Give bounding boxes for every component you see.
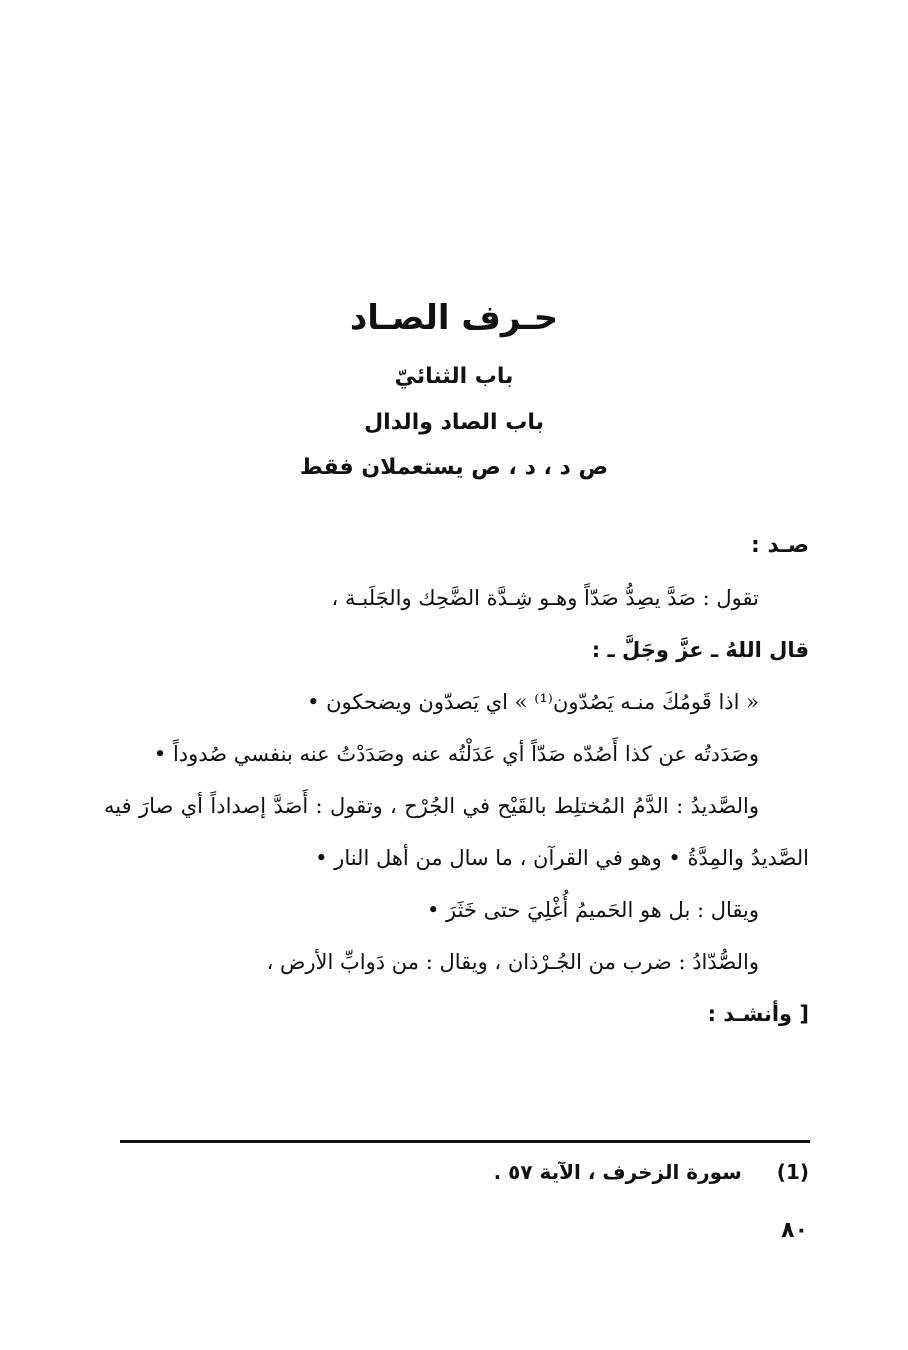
paragraph-6: والصُّدّادُ : ضرب من الجُـرْذان ، ويقال : من دَوابِّ الأرض ، [266,950,759,974]
chapter-title: حـرف الصـاد [349,298,559,338]
page-number: ٨٠ [781,1218,808,1243]
entry-body [104,520,809,1040]
paragraph-1 [104,572,809,676]
paragraph-3: وصَدَدتُه عن كذا أَصُدّه صَدّاً أي عَدَلْتُه عنه وصَدَدْتُ عنه بنفسي صُدوداً • [153,742,759,766]
paragraph-1-quote-intro: قال اللهُ ـ عزَّ وجَلَّ ـ : [591,638,809,662]
subsection-title: باب الصاد والدال [364,410,544,435]
footnote [104,1160,809,1184]
paragraph-7: [ وأنشـد : [707,1002,809,1026]
footnote-divider [120,1140,810,1143]
subsection-note: ص د ، د ، ص يستعملان فقط [299,455,609,480]
footnote-number: (1) [776,1160,809,1184]
paragraph-5: ويقال : بل هو الحَميمُ أُغْلِيَ حتى خَثَرَ • [426,898,759,922]
paragraph-2: « اذا قَومُكَ منـه يَصُدّون⁽¹⁾ » اي يَصدّون ويضحكون • [307,690,759,714]
section-title: باب الثنائيّ [394,364,514,389]
paragraph-4: والصَّديدُ : الدَّمُ المُختلِط بالقَيْح في الجُرْح ، وتقول : أَصَدَّ إصداداً أي صارَ فيه الصَّديدُ والمِدَّةُ • وهو في القرآن ، ما سال من أهل النار • [104,794,809,870]
paragraph-1-text: تقول : صَدَّ يصِدُّ صَدّاً وهـو شِـدَّة الضَّحِك والجَلَبـة ، [331,586,759,610]
footnote-text: سورة الزخرف ، الآية ٥٧ . [493,1160,742,1184]
entry-headword: صـد : [751,533,809,558]
